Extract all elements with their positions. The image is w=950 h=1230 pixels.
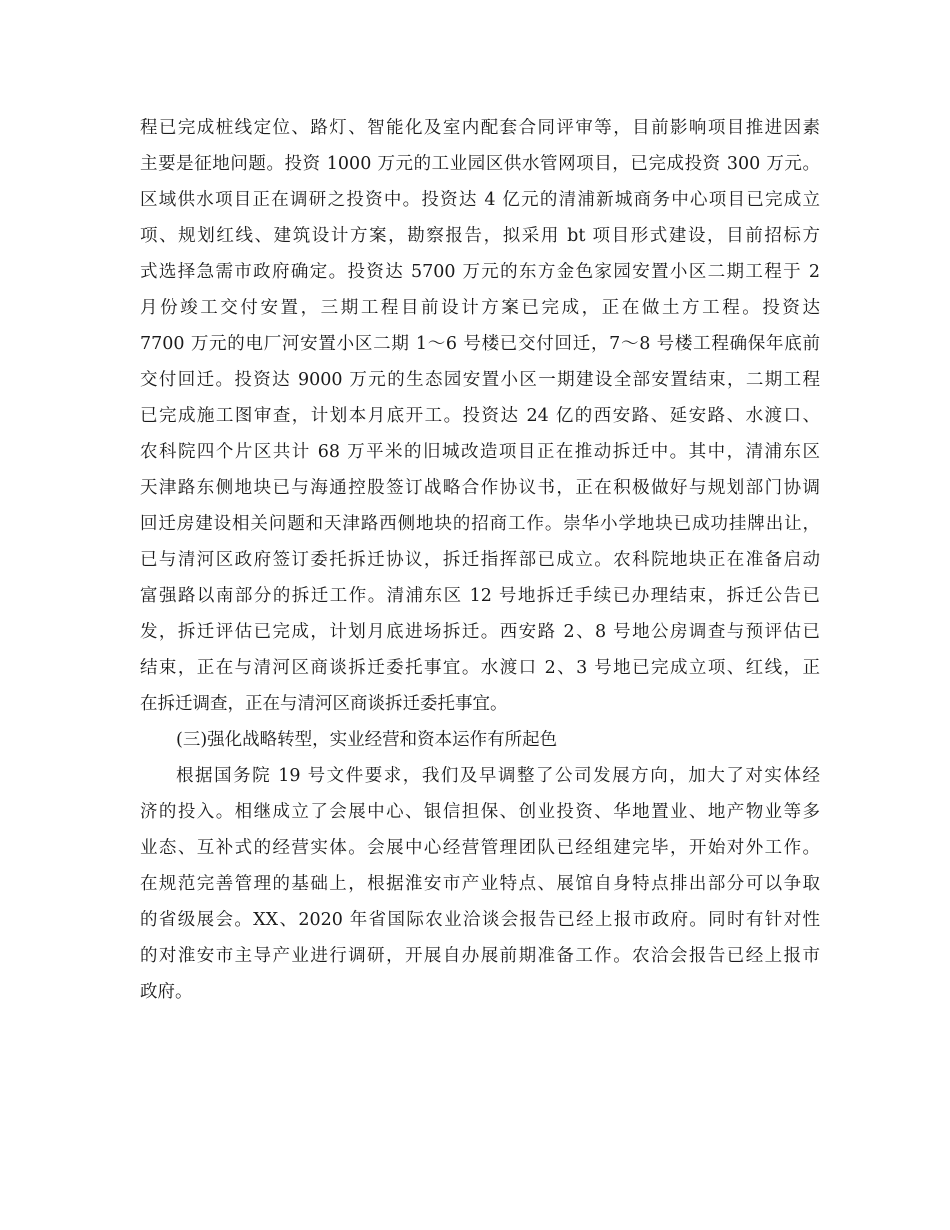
paragraph-line: 在拆迁调查，正在与清河区商谈拆迁委托事宜。	[140, 694, 508, 714]
paragraph-line: 富强路以南部分的拆迁工作。清浦东区 12 号地拆迁手续已办理结束，拆迁公告已	[140, 586, 820, 606]
paragraph-line: 根据国务院 19 号文件要求，我们及早调整了公司发展方向，加大了对实体经	[176, 766, 820, 786]
paragraph-line: 的省级展会。XX、2020 年省国际农业洽谈会报告已经上报市政府。同时有针对性	[140, 910, 820, 930]
paragraph-line: 已完成施工图审查，计划本月底开工。投资达 24 亿的西安路、延安路、水渡口、	[140, 406, 820, 426]
paragraph-line: 月份竣工交付安置，三期工程目前设计方案已完成，正在做土方工程。投资达	[140, 298, 820, 318]
paragraph-line: 回迁房建设相关问题和天津路西侧地块的招商工作。崇华小学地块已成功挂牌出让，	[140, 514, 820, 534]
paragraph-line: 区域供水项目正在调研之投资中。投资达 4 亿元的清浦新城商务中心项目已完成立	[140, 190, 820, 210]
paragraph-line: 济的投入。相继成立了会展中心、银信担保、创业投资、华地置业、地产物业等多	[140, 802, 820, 822]
paragraph-line: 程已完成桩线定位、路灯、智能化及室内配套合同评审等，目前影响项目推进因素	[140, 118, 820, 138]
paragraph-line: 7700 万元的电厂河安置小区二期 1～6 号楼已交付回迁，7～8 号楼工程确保年底前	[140, 334, 820, 354]
paragraph-line: 结束，正在与清河区商谈拆迁委托事宜。水渡口 2、3 号地已完成立项、红线，正	[140, 658, 820, 678]
paragraph-line: 发，拆迁评估已完成，计划月底进场拆迁。西安路 2、8 号地公房调查与预评估已	[140, 622, 820, 642]
paragraph-line: 天津路东侧地块已与海通控股签订战略合作协议书，正在积极做好与规划部门协调	[140, 478, 820, 498]
section-heading: (三)强化战略转型，实业经营和资本运作有所起色	[176, 730, 558, 750]
paragraph-line: 已与清河区政府签订委托拆迁协议，拆迁指挥部已成立。农科院地块正在准备启动	[140, 550, 820, 570]
paragraph-line: 农科院四个片区共计 68 万平米的旧城改造项目正在推动拆迁中。其中，清浦东区	[140, 442, 820, 462]
paragraph-line: 主要是征地问题。投资 1000 万元的工业园区供水管网项目，已完成投资 300 万元。	[140, 154, 820, 174]
paragraph-line: 的对淮安市主导产业进行调研，开展自办展前期准备工作。农洽会报告已经上报市	[140, 946, 820, 966]
paragraph-line: 式选择急需市政府确定。投资达 5700 万元的东方金色家园安置小区二期工程于 2	[140, 262, 820, 282]
paragraph-line: 政府。	[140, 982, 193, 1002]
paragraph-line: 项、规划红线、建筑设计方案，勘察报告，拟采用 bt 项目形式建设，目前招标方	[140, 226, 820, 246]
paragraph-line: 在规范完善管理的基础上，根据淮安市产业特点、展馆自身特点排出部分可以争取	[140, 874, 820, 894]
paragraph-line: 交付回迁。投资达 9000 万元的生态园安置小区一期建设全部安置结束，二期工程	[140, 370, 820, 390]
paragraph-line: 业态、互补式的经营实体。会展中心经营管理团队已经组建完毕，开始对外工作。	[140, 838, 820, 858]
